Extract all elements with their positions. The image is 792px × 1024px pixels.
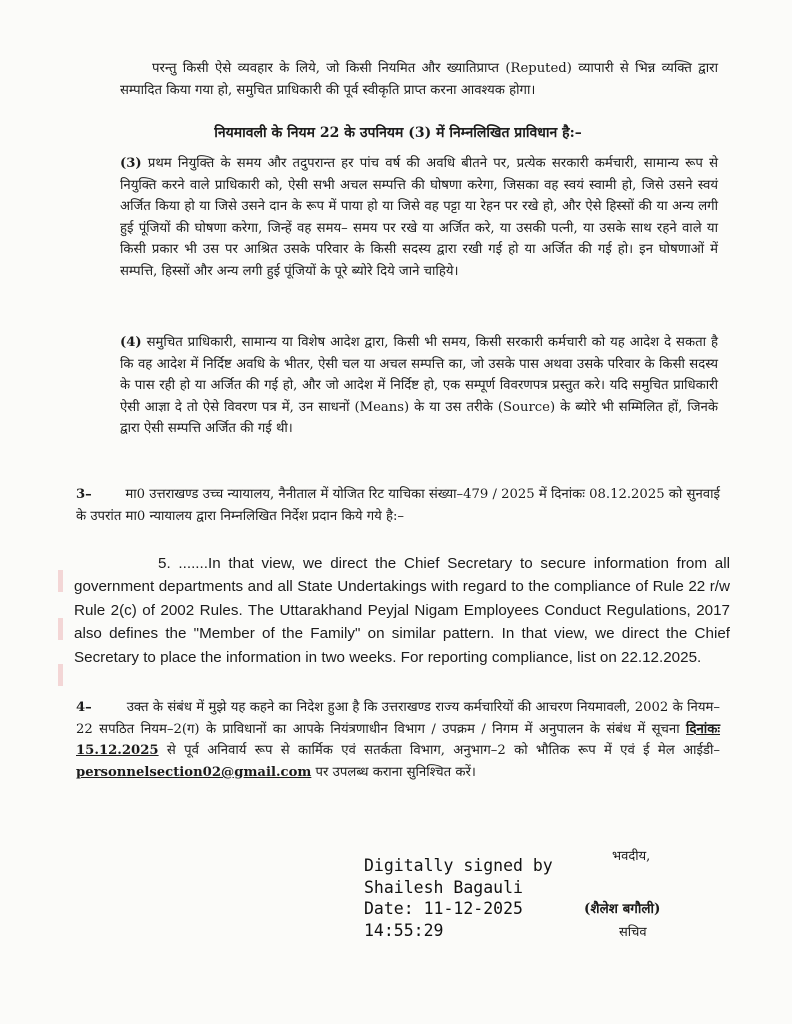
item-3-paragraph — [76, 484, 720, 527]
deadline-date: दिनांकः 15.12.2025 — [76, 721, 720, 759]
margin-highlight — [58, 618, 63, 640]
clause-4-paragraph — [120, 332, 718, 440]
clause-3-paragraph — [120, 153, 718, 283]
signature-date: Date: 11-12-2025 — [364, 899, 523, 918]
signature-signer-name: Shailesh Bagauli — [364, 877, 523, 897]
signature-time: 14:55:29 — [364, 920, 444, 940]
signatory-designation: सचिव — [619, 925, 647, 940]
closing-regards: भवदीय, — [612, 849, 651, 864]
clause-3-number: (3) — [120, 156, 142, 171]
clause-3-text: प्रथम नियुक्ति के समय और तदुपरान्त हर पांच वर्ष की अवधि बीतने पर, प्रत्येक सरकारी कर्मचारी, सामान्य रूप से नियुक्ति करने वाले प्राधिकारी को, ऐसी सभी अचल सम्पत्ति की घोषणा करेगा, जिसका वह स्वयं स्वामी हो, जिसे उसने स्वयं अर्जित किया हो या जिसे उसने दान के रूप में पाया हो या जिसे वह पट्टा या रेहन पर रखे हो, और ऐसे हिस्सों की या अन्य लगी हुई पूंजियों की घोषणा करेगा, जिन्हें वह समय– समय पर रखे या अर्जित करे, या उसकी पत्नी, या उसके साथ रहने वाले या किसी प्रकार भी उस पर आश्रित उसके परिवार के किसी सदस्य द्वारा रखी गई हो या अर्जित की गई हो। इन घोषणाओं में सम्पत्ति, हिस्सों और अन्य लगी हुई पूंजियों के पूरे ब्योरे दिये जाने चाहिये। — [120, 156, 718, 279]
clause-4-number: (4) — [120, 335, 142, 350]
item-3-number: 3– — [76, 487, 92, 502]
item-4-text-before: उक्त के संबंध में मुझे यह कहने का निदेश हुआ है कि उत्तराखण्ड राज्य कर्मचारियों की आचरण नियमावली, 2002 के नियम–22 सपठित नियम–2(ग) के प्राविधानों का आपके नियंत्रणाधीन विभाग / उपक्रम / निगम में अनुपालन के संबंध में सूचना — [76, 700, 720, 737]
digital-signature-block — [364, 855, 553, 941]
clause-4-text: समुचित प्राधिकारी, सामान्य या विशेष आदेश द्वारा, किसी भी समय, किसी सरकारी कर्मचारी को यह आदेश दे सकता है कि वह आदेश में निर्दिष्ट अवधि के भीतर, ऐसी चल या अचल सम्पत्ति का, जो उसके पास अथवा उसके परिवार के किसी सदस्य के पास रही हो या अर्जित की गई हो, और जो आदेश में निर्दिष्ट हो, एक सम्पूर्ण विवरणपत्र प्रस्तुत करे। यदि समुचित प्राधिकारी ऐसी आज्ञा दे तो ऐसे विवरण पत्र में, उन साधनों (Means) के या उस तरीके (Source) के ब्योरे भी सम्मिलित हों, जिनके द्वारा ऐसी सम्पत्ति अर्जित की गई थी। — [120, 335, 718, 437]
margin-highlight — [58, 664, 63, 686]
signatory-name: (शैलेश बगौली) — [584, 901, 661, 917]
item-3-text: मा0 उत्तराखण्ड उच्च न्यायालय, नैनीताल में योजित रिट याचिका संख्या–479 / 2025 में दिनांकः 08.12.2025 को सुनवाई के उपरांत मा0 न्यायालय द्वारा निम्नलिखित निर्देश प्रदान किये गये है:– — [76, 487, 720, 524]
rule-heading: नियमावली के नियम 22 के उपनियम (3) में निम्नलिखित प्राविधान है:– — [214, 125, 582, 141]
margin-highlight — [58, 570, 63, 592]
item-4-number: 4– — [76, 700, 92, 715]
intro-paragraph: परन्तु किसी ऐसे व्यवहार के लिये, जो किसी नियमित और ख्यातिप्राप्त (Reputed) व्यापारी से भिन्न व्यक्ति द्वारा सम्पादित किया गया हो, समुचित प्राधिकारी की पूर्व स्वीकृति प्राप्त करना आवश्यक होगा। — [120, 61, 718, 98]
item-4-paragraph — [76, 697, 720, 783]
item-4-text-after: पर उपलब्ध कराना सुनिश्चित करें। — [311, 764, 476, 780]
item-4-text-middle: से पूर्व अनिवार्य रूप से कार्मिक एवं सतर्कता विभाग, अनुभाग–2 को भौतिक रूप में एवं ई मेल आईडी– — [158, 743, 720, 759]
signature-line-1: Digitally signed by — [364, 856, 553, 875]
email-link[interactable]: personnelsection02@gmail.com — [76, 764, 312, 780]
court-order-quote: 5. .......In that view, we direct the Chief Secretary to secure information from all government departments and all State Undertakings with regard to the compliance of Rule 22 r/w Rule 2(c) of 2002 Rules. The Uttarakhand Peyjal Nigam Employees Conduct Regulations, 2017 also defines the "Member of the Family" on similar pattern. In that view, we direct the Chief Secretary to place the information in two weeks. For reporting compliance, list on 22.12.2025. — [74, 555, 730, 666]
